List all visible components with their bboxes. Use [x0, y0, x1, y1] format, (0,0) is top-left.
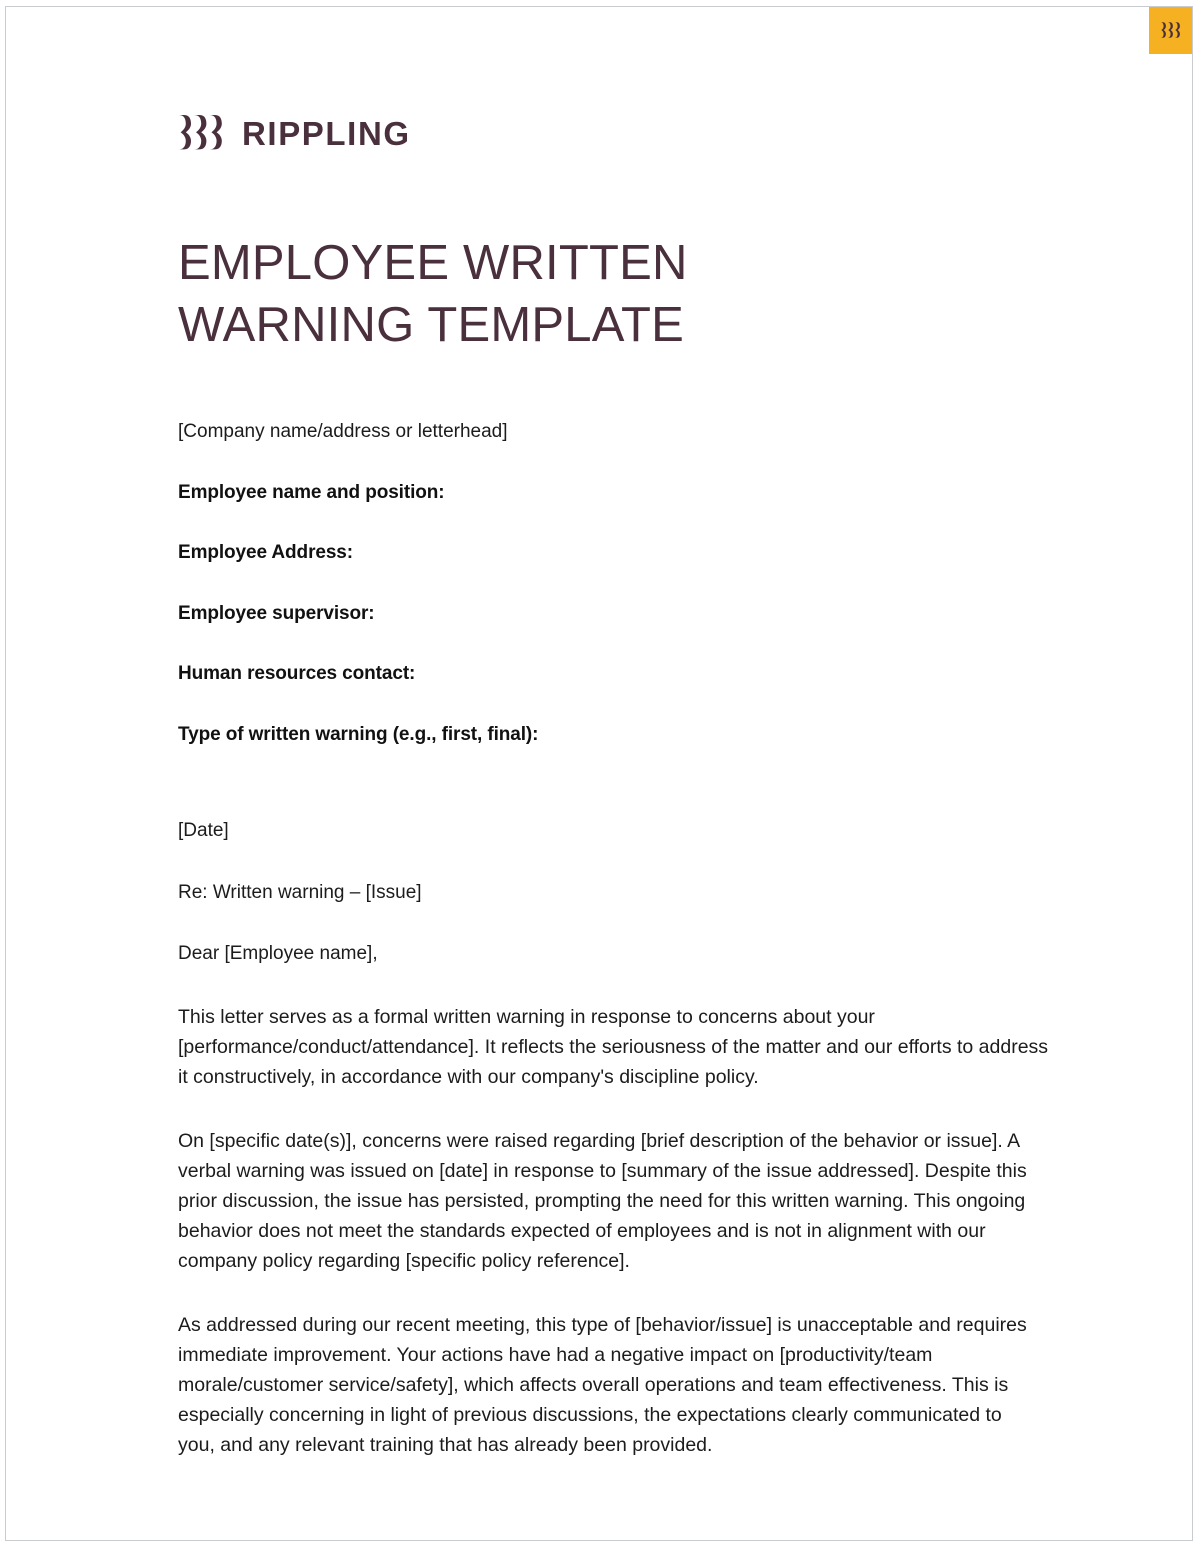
rippling-mark-icon — [1160, 21, 1182, 39]
letter-body — [178, 1002, 1068, 1460]
letter-header-block — [178, 817, 1068, 969]
field-label-list — [178, 479, 1068, 750]
body-paragraph-3: As addressed during our recent meeting, this type of [behavior/issue] is unacceptable and requires immediate improvement. Your actions have had a negative impact on [productivity/team morale/customer service/safety], which affects overall operations and team effectiveness. This is especially concerning in light of previous discussions, the expectations clearly communicated to you, and any relevant training that has already been provided. — [178, 1314, 1027, 1457]
page-title: EMPLOYEE WRITTEN WARNING TEMPLATE — [178, 236, 688, 352]
rippling-wordmark: RIPPLING — [242, 114, 411, 152]
letter-date: [Date] — [178, 820, 229, 842]
letter-salutation: Dear [Employee name], — [178, 943, 378, 965]
rippling-logo-lockup — [178, 111, 1068, 155]
field-label-employee-supervisor: Employee supervisor: — [178, 602, 375, 624]
document-content — [178, 7, 1068, 1460]
field-label-employee-address: Employee Address: — [178, 542, 353, 564]
letterhead-placeholder: [Company name/address or letterhead] — [178, 421, 508, 443]
body-paragraph-1: This letter serves as a formal written warning in response to concerns about your [performance/conduct/attendance]. It reflects the seriousness of the matter and our efforts to address it constructively, in accordance with our company's discipline policy. — [178, 1005, 1049, 1088]
field-label-warning-type: Type of written warning (e.g., first, final): — [178, 723, 539, 745]
letter-subject: Re: Written warning – [Issue] — [178, 881, 422, 903]
rippling-corner-badge — [1149, 6, 1193, 54]
field-label-hr-contact: Human resources contact: — [178, 663, 416, 685]
rippling-mark-icon — [178, 113, 226, 153]
document-page — [5, 6, 1193, 1541]
body-paragraph-2: On [specific date(s)], concerns were raised regarding [brief description of the behavior or issue]. A verbal warning was issued on [date] in response to [summary of the issue addressed]. Despite this prior discussion, the issue has persisted, prompting the need for this written warning. This ongoing behavior does not meet the standards expected of employees and is not in alignment with our company policy regarding [specific policy reference]. — [178, 1130, 1027, 1273]
field-label-employee-name-position: Employee name and position: — [178, 481, 445, 503]
